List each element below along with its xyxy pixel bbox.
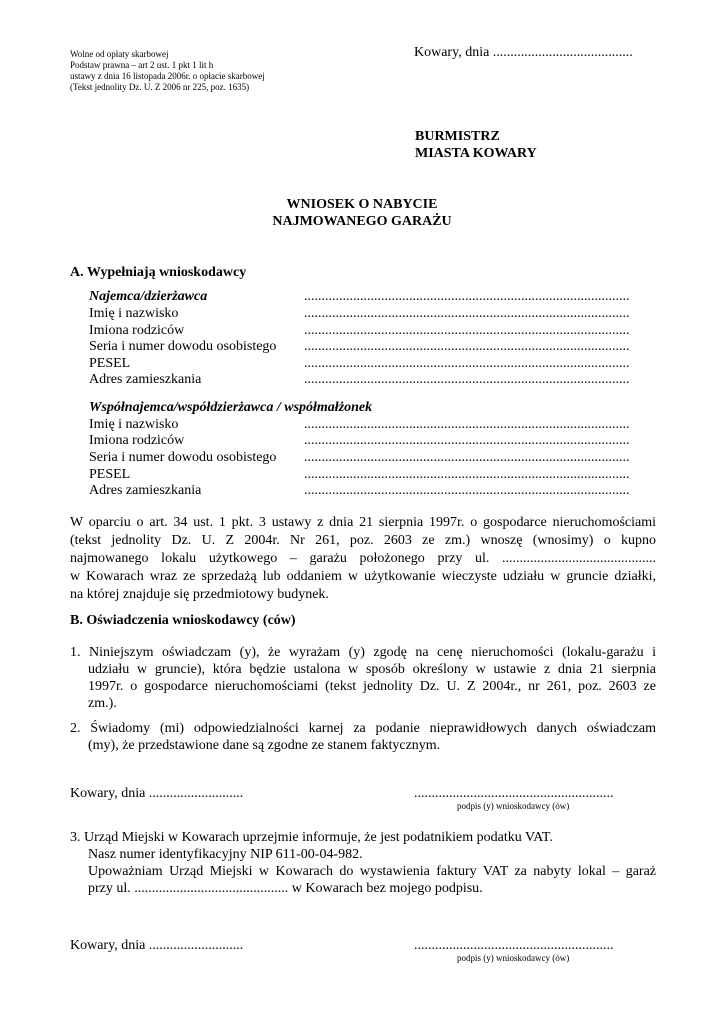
field-label: PESEL bbox=[89, 467, 131, 482]
statement-3 bbox=[70, 829, 656, 897]
group2-label: Współnajemca/współdzierżawca / współmałżonek bbox=[89, 400, 373, 415]
field-dots[interactable]: ............................................................................................. bbox=[304, 323, 630, 338]
document-title bbox=[0, 196, 724, 230]
recipient-line: MIASTA KOWARY bbox=[415, 146, 537, 161]
field-label: Imiona rodziców bbox=[89, 433, 185, 448]
field-dots[interactable]: ............................................................................................. bbox=[304, 306, 630, 321]
field-label: Adres zamieszkania bbox=[89, 372, 202, 387]
field-dots[interactable]: ............................................................................................. bbox=[304, 467, 630, 482]
field-dots[interactable]: ............................................................................................. bbox=[304, 483, 630, 498]
statement-line: 2. Świadomy (mi) odpowiedzialności karnej za podanie nieprawidłowych danych oświadczam bbox=[70, 721, 656, 736]
statement-line: Nasz numer identyfikacyjny NIP 611-00-04-982. bbox=[88, 847, 363, 862]
tax-note-line: ustawy z dnia 16 listopada 2006r. o opłacie skarbowej bbox=[70, 71, 265, 81]
recipient bbox=[415, 128, 537, 162]
tax-note-line: Wolne od opłaty skarbowej bbox=[70, 49, 169, 59]
group1-label: Najemca/dzierżawca bbox=[89, 289, 208, 304]
field-dots[interactable]: ............................................................................................. bbox=[304, 372, 630, 387]
statement-line: Upoważniam Urząd Miejski w Kowarach do wystawienia faktury VAT za nabyty lokal – garaż bbox=[88, 864, 656, 879]
field-dots[interactable]: ............................................................................................. bbox=[304, 339, 630, 354]
recipient-line: BURMISTRZ bbox=[415, 129, 500, 144]
field-row bbox=[89, 371, 654, 388]
field-row bbox=[89, 482, 654, 499]
statement-line: 3. Urząd Miejski w Kowarach uprzejmie informuje, że jest podatnikiem podatku VAT. bbox=[70, 830, 553, 845]
field-dots[interactable]: ............................................................................................. bbox=[304, 356, 630, 371]
field-label: Imię i nazwisko bbox=[89, 306, 179, 321]
paragraph-line: na której znajduje się przedmiotowy budynek. bbox=[70, 587, 329, 602]
dots-line[interactable]: ............................................................................................. bbox=[304, 289, 630, 304]
statement-line: przy ul. ............................................ w Kowarach bez mojego podpisu. bbox=[88, 881, 483, 896]
tax-exemption-note bbox=[70, 49, 330, 93]
tax-note-line: (Tekst jednolity Dz. U. Z 2006 nr 225, poz. 1635) bbox=[70, 82, 250, 92]
signature-place-date[interactable]: Kowary, dnia ........................... bbox=[70, 786, 244, 801]
statement-line: 1997r. o gospodarce nieruchomościami (tekst jednolity Dz. U. Z 2004r., nr 261, poz. 2603 ze bbox=[88, 679, 656, 694]
field-row bbox=[89, 466, 654, 483]
field-label: PESEL bbox=[89, 356, 131, 371]
field-label: Imię i nazwisko bbox=[89, 417, 179, 432]
field-row bbox=[89, 322, 654, 339]
title-line: NAJMOWANEGO GARAŻU bbox=[272, 214, 452, 229]
field-dots[interactable]: ............................................................................................. bbox=[304, 417, 630, 432]
field-row bbox=[89, 416, 654, 433]
field-label: Seria i numer dowodu osobistego bbox=[89, 339, 277, 354]
field-row bbox=[89, 305, 654, 322]
paragraph-line: (tekst jednolity Dz. U. Z 2004r. Nr 261, poz. 2603 ze zm.) wnoszę (wnosimy) o kupno bbox=[70, 533, 656, 548]
field-label: Adres zamieszkania bbox=[89, 483, 202, 498]
group1-label-row bbox=[89, 288, 654, 305]
statement-line: zm.). bbox=[88, 696, 117, 711]
signature-line[interactable]: ......................................................... bbox=[414, 938, 614, 953]
paragraph-line: W oparciu o art. 34 ust. 1 pkt. 3 ustawy z dnia 21 sierpnia 1997r. o gospodarce nieruchomościami bbox=[70, 515, 656, 530]
field-dots[interactable]: ............................................................................................. bbox=[304, 450, 630, 465]
section-a-heading: A. Wypełniają wnioskodawcy bbox=[70, 265, 247, 280]
statement-line: udziału w gruncie), która będzie ustalona w sposób określony w ustawie z dnia 21 sierpnia bbox=[88, 662, 656, 677]
field-row bbox=[89, 432, 654, 449]
signature-place-date[interactable]: Kowary, dnia ........................... bbox=[70, 938, 244, 953]
header-place-date: Kowary, dnia ........................................ bbox=[414, 45, 633, 60]
signature-caption: podpis (y) wnioskodawcy (ów) bbox=[457, 953, 570, 963]
field-label: Seria i numer dowodu osobistego bbox=[89, 450, 277, 465]
field-row bbox=[89, 338, 654, 355]
field-row bbox=[89, 449, 654, 466]
paragraph-line: w Kowarach wraz ze sprzedażą lub oddaniem w użytkowanie wieczyste udziału w gruncie działki, bbox=[70, 569, 656, 584]
field-row bbox=[89, 355, 654, 372]
signature-caption: podpis (y) wnioskodawcy (ów) bbox=[457, 801, 570, 811]
statement-1 bbox=[70, 644, 656, 712]
field-label: Imiona rodziców bbox=[89, 323, 185, 338]
statement-line: 1. Niniejszym oświadczam (y), że wyrażam (y) zgodę na cenę nieruchomości (lokalu-garażu i bbox=[70, 645, 656, 660]
title-line: WNIOSEK O NABYCIE bbox=[286, 197, 438, 212]
field-dots[interactable]: ............................................................................................. bbox=[304, 433, 630, 448]
request-paragraph bbox=[70, 514, 656, 604]
paragraph-line: najmowanego lokalu użytkowego – garażu położonego przy ul. ............................................ bbox=[70, 551, 656, 566]
section-b-heading: B. Oświadczenia wnioskodawcy (ców) bbox=[70, 613, 296, 628]
statement-2 bbox=[70, 720, 656, 754]
statement-line: (my), że przedstawione dane są zgodne ze stanem faktycznym. bbox=[88, 738, 441, 753]
signature-line[interactable]: ......................................................... bbox=[414, 786, 614, 801]
tax-note-line: Podstaw prawna – art 2 ust. 1 pkt 1 lit h bbox=[70, 60, 214, 70]
